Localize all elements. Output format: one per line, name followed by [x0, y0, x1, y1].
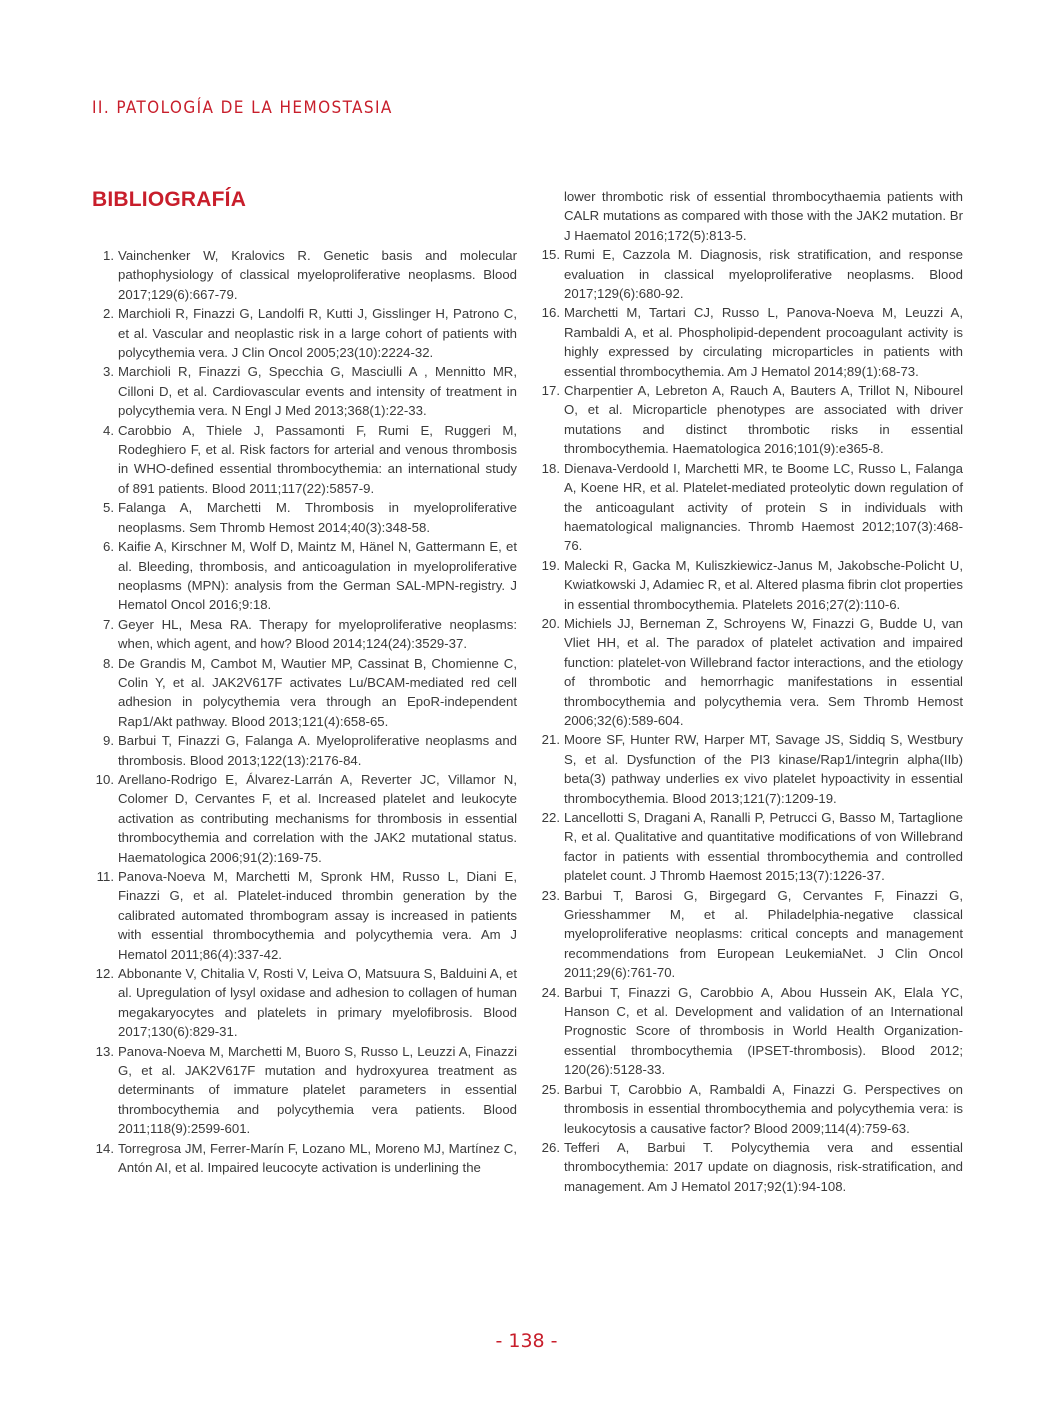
- reference-item: 12. Abbonante V, Chitalia V, Rosti V, Leiva O, Matsuura S, Balduini A, et al. Upregulation of lysyl oxidase and adhesion to collagen of human megakaryocytes and platelets in primary myelofibrosis. Blood 2017;130(6):829-31.: [95, 966, 517, 1040]
- reference-item: 23. Barbui T, Barosi G, Birgegard G, Cervantes F, Finazzi G, Griesshammer M, et al. Philadelphia-negative classical myeloproliferative neoplasms: critical concepts and management recommendations from European LeukemiaNet. J Clin Oncol 2011;29(6):761-70.: [541, 887, 963, 981]
- reference-item: 10. Arellano-Rodrigo E, Álvarez-Larrán A, Reverter JC, Villamor N, Colomer D, Cervantes F, et al. Increased platelet and leukocyte activation as contributing mechanisms for thrombosis in essential thrombocythemia and correlation with the JAK2 mutational status. Haematologica 2006;91(2):169-75.: [95, 771, 517, 865]
- reference-item: 18. Dienava-Verdoold I, Marchetti MR, te Boome LC, Russo L, Falanga A, Koene HR, et al. Platelet-mediated proteolytic down regulation of the anticoagulant activity of protein S in individuals with haematological malignancies. Thromb Haemost 2012;107(3):468-76.: [541, 460, 963, 554]
- page-number: - 138 -: [495, 1330, 558, 1352]
- reference-item: 5. Falanga A, Marchetti M. Thrombosis in myeloproliferative neoplasms. Sem Thromb Hemost 2014;40(3):348-58.: [103, 500, 517, 535]
- reference-item: 20. Michiels JJ, Berneman Z, Schroyens W, Finazzi G, Budde U, van Vliet HH, et al. The paradox of platelet activation and impaired function: platelet-von Willebrand factor interactions, and the etiology of thrombotic and hemorrhagic manifestations in essential thrombocythemia and polycythemia vera. Sem Thromb Hemost 2006;32(6):589-604.: [541, 615, 963, 728]
- reference-item: 26. Tefferi A, Barbui T. Polycythemia vera and essential thrombocythemia: 2017 update on diagnosis, risk-stratification, and management. Am J Hematol 2017;92(1):94-108.: [541, 1139, 963, 1194]
- section-header: II. PATOLOGÍA DE LA HEMOSTASIA: [92, 98, 393, 118]
- reference-item: 6. Kaifie A, Kirschner M, Wolf D, Maintz M, Hänel N, Gattermann E, et al. Bleeding, thrombosis, and anticoagulation in myeloproliferative neoplasms (MPN): analysis from the German SAL-MPN-registry. J Hematol Oncol 2016;9:18.: [103, 539, 517, 613]
- reference-item: 16. Marchetti M, Tartari CJ, Russo L, Panova-Noeva M, Leuzzi A, Rambaldi A, et al. Phospholipid-dependent procoagulant activity is highly expressed by circulating microparticles in patients with essential thrombocythemia. Am J Hematol 2014;89(1):68-73.: [541, 305, 963, 379]
- reference-item: 11. Panova-Noeva M, Marchetti M, Spronk HM, Russo L, Diani E, Finazzi G, et al. Platelet-induced thrombin generation by the calibrated automated thrombogram assay is increased in patients with essential thrombocythemia and polycythemia vera. Am J Hematol 2011;86(4):337-42.: [96, 869, 517, 962]
- reference-item: 7. Geyer HL, Mesa RA. Therapy for myeloproliferative neoplasms: when, which agent, and how? Blood 2014;124(24):3529-37.: [103, 616, 517, 652]
- reference-item: 15. Rumi E, Cazzola M. Diagnosis, risk stratification, and response evaluation in classical myeloproliferative neoplasms. Blood 2017;129(6):680-92.: [541, 247, 963, 302]
- reference-item: 3. Marchioli R, Finazzi G, Specchia G, Masciulli A , Mennitto MR, Cilloni D, et al. Cardiovascular events and intensity of treatment in polycythemia vera. N Engl J Med 2013;368(1):22-33.: [103, 364, 517, 419]
- reference-continuation: lower thrombotic risk of essential thrombocythaemia patients with CALR mutations as compared with those with the JAK2 mutation. Br J Haematol 2016;172(5):813-5.: [564, 189, 963, 243]
- reference-item: 9. Barbui T, Finazzi G, Falanga A. Myeloproliferative neoplasms and thrombosis. Blood 2013;122(13):2176-84.: [103, 733, 517, 768]
- reference-item: 13. Panova-Noeva M, Marchetti M, Buoro S, Russo L, Leuzzi A, Finazzi G, et al. JAK2V617F mutation and hydroxyurea treatment as determinants of immature platelet parameters in essential thrombocythemia and polycythemia vera patients. Blood 2011;118(9):2599-601.: [95, 1043, 517, 1137]
- reference-item: 2. Marchioli R, Finazzi G, Landolfi R, Kutti J, Gisslinger H, Patrono C, et al. Vascular and neoplastic risk in a large cohort of patients with polycythemia vera. J Clin Oncol 2005;23(10):2224-32.: [103, 306, 517, 361]
- reference-item: 14. Torregrosa JM, Ferrer-Marín F, Lozano ML, Moreno MJ, Martínez C, Antón AI, et al. Impaired leucocyte activation is underlining the: [95, 1140, 517, 1176]
- reference-item: 22. Lancellotti S, Dragani A, Ranalli P, Petrucci G, Basso M, Tartaglione R, et al. Qualitative and quantitative modifications of von Willebrand factor in patients with essential thrombocythemia and controlled platelet count. J Thromb Haemost 2015;13(7):1226-37.: [541, 810, 963, 884]
- references-right-column: [538, 187, 963, 1196]
- page-title: BIBLIOGRAFÍA: [92, 188, 247, 211]
- reference-item: 19. Malecki R, Gacka M, Kuliszkiewicz-Janus M, Jakobsche-Policht U, Kwiatkowski J, Adamiec R, et al. Altered plasma fibrin clot properties in essential thrombocythemia. Platelets 2016;27(2):110-6.: [541, 557, 963, 612]
- reference-item: 1. Vainchenker W, Kralovics R. Genetic basis and molecular pathophysiology of classical myeloproliferative neoplasms. Blood 2017;129(6):667-79.: [103, 248, 517, 302]
- references-left-column: [92, 246, 517, 1178]
- reference-item: 8. De Grandis M, Cambot M, Wautier MP, Cassinat B, Chomienne C, Colin Y, et al. JAK2V617F activates Lu/BCAM-mediated red cell adhesion in polycythemia vera through an EpoR-independent Rap1/Akt pathway. Blood 2013;121(4):658-65.: [103, 655, 517, 729]
- reference-item: 4. Carobbio A, Thiele J, Passamonti F, Rumi E, Ruggeri M, Rodeghiero F, et al. Risk factors for arterial and venous thrombosis in WHO-defined essential thrombocythemia: an international study of 891 patients. Blood 2011;117(22):5857-9.: [103, 422, 517, 496]
- reference-item: 21. Moore SF, Hunter RW, Harper MT, Savage JS, Siddiq S, Westbury S, et al. Dysfunction of the PI3 kinase/Rap1/integrin alpha(IIb) beta(3) pathway underlies ex vivo platelet hypoactivity in essential thrombocythemia. Blood 2013;121(7):1209-19.: [541, 732, 963, 806]
- reference-item: 17. Charpentier A, Lebreton A, Rauch A, Bauters A, Trillot N, Nibourel O, et al. Microparticle phenotypes are associated with driver mutations and distinct thrombotic risks in essential thrombocythemia. Haematologica 2016;101(9):e365-8.: [541, 383, 963, 457]
- reference-item: 25. Barbui T, Carobbio A, Rambaldi A, Finazzi G. Perspectives on thrombosis in essential thrombocythemia and polycythemia vera: is leukocytosis a causative factor? Blood 2009;114(4):759-63.: [541, 1081, 963, 1136]
- reference-item: 24. Barbui T, Finazzi G, Carobbio A, Abou Hussein AK, Elala YC, Hanson C, et al. Development and validation of an International Prognostic Score of thrombosis in World Health Organization-essential thrombocythemia (IPSET-thrombosis). Blood 2012; 120(26):5128-33.: [541, 984, 963, 1078]
